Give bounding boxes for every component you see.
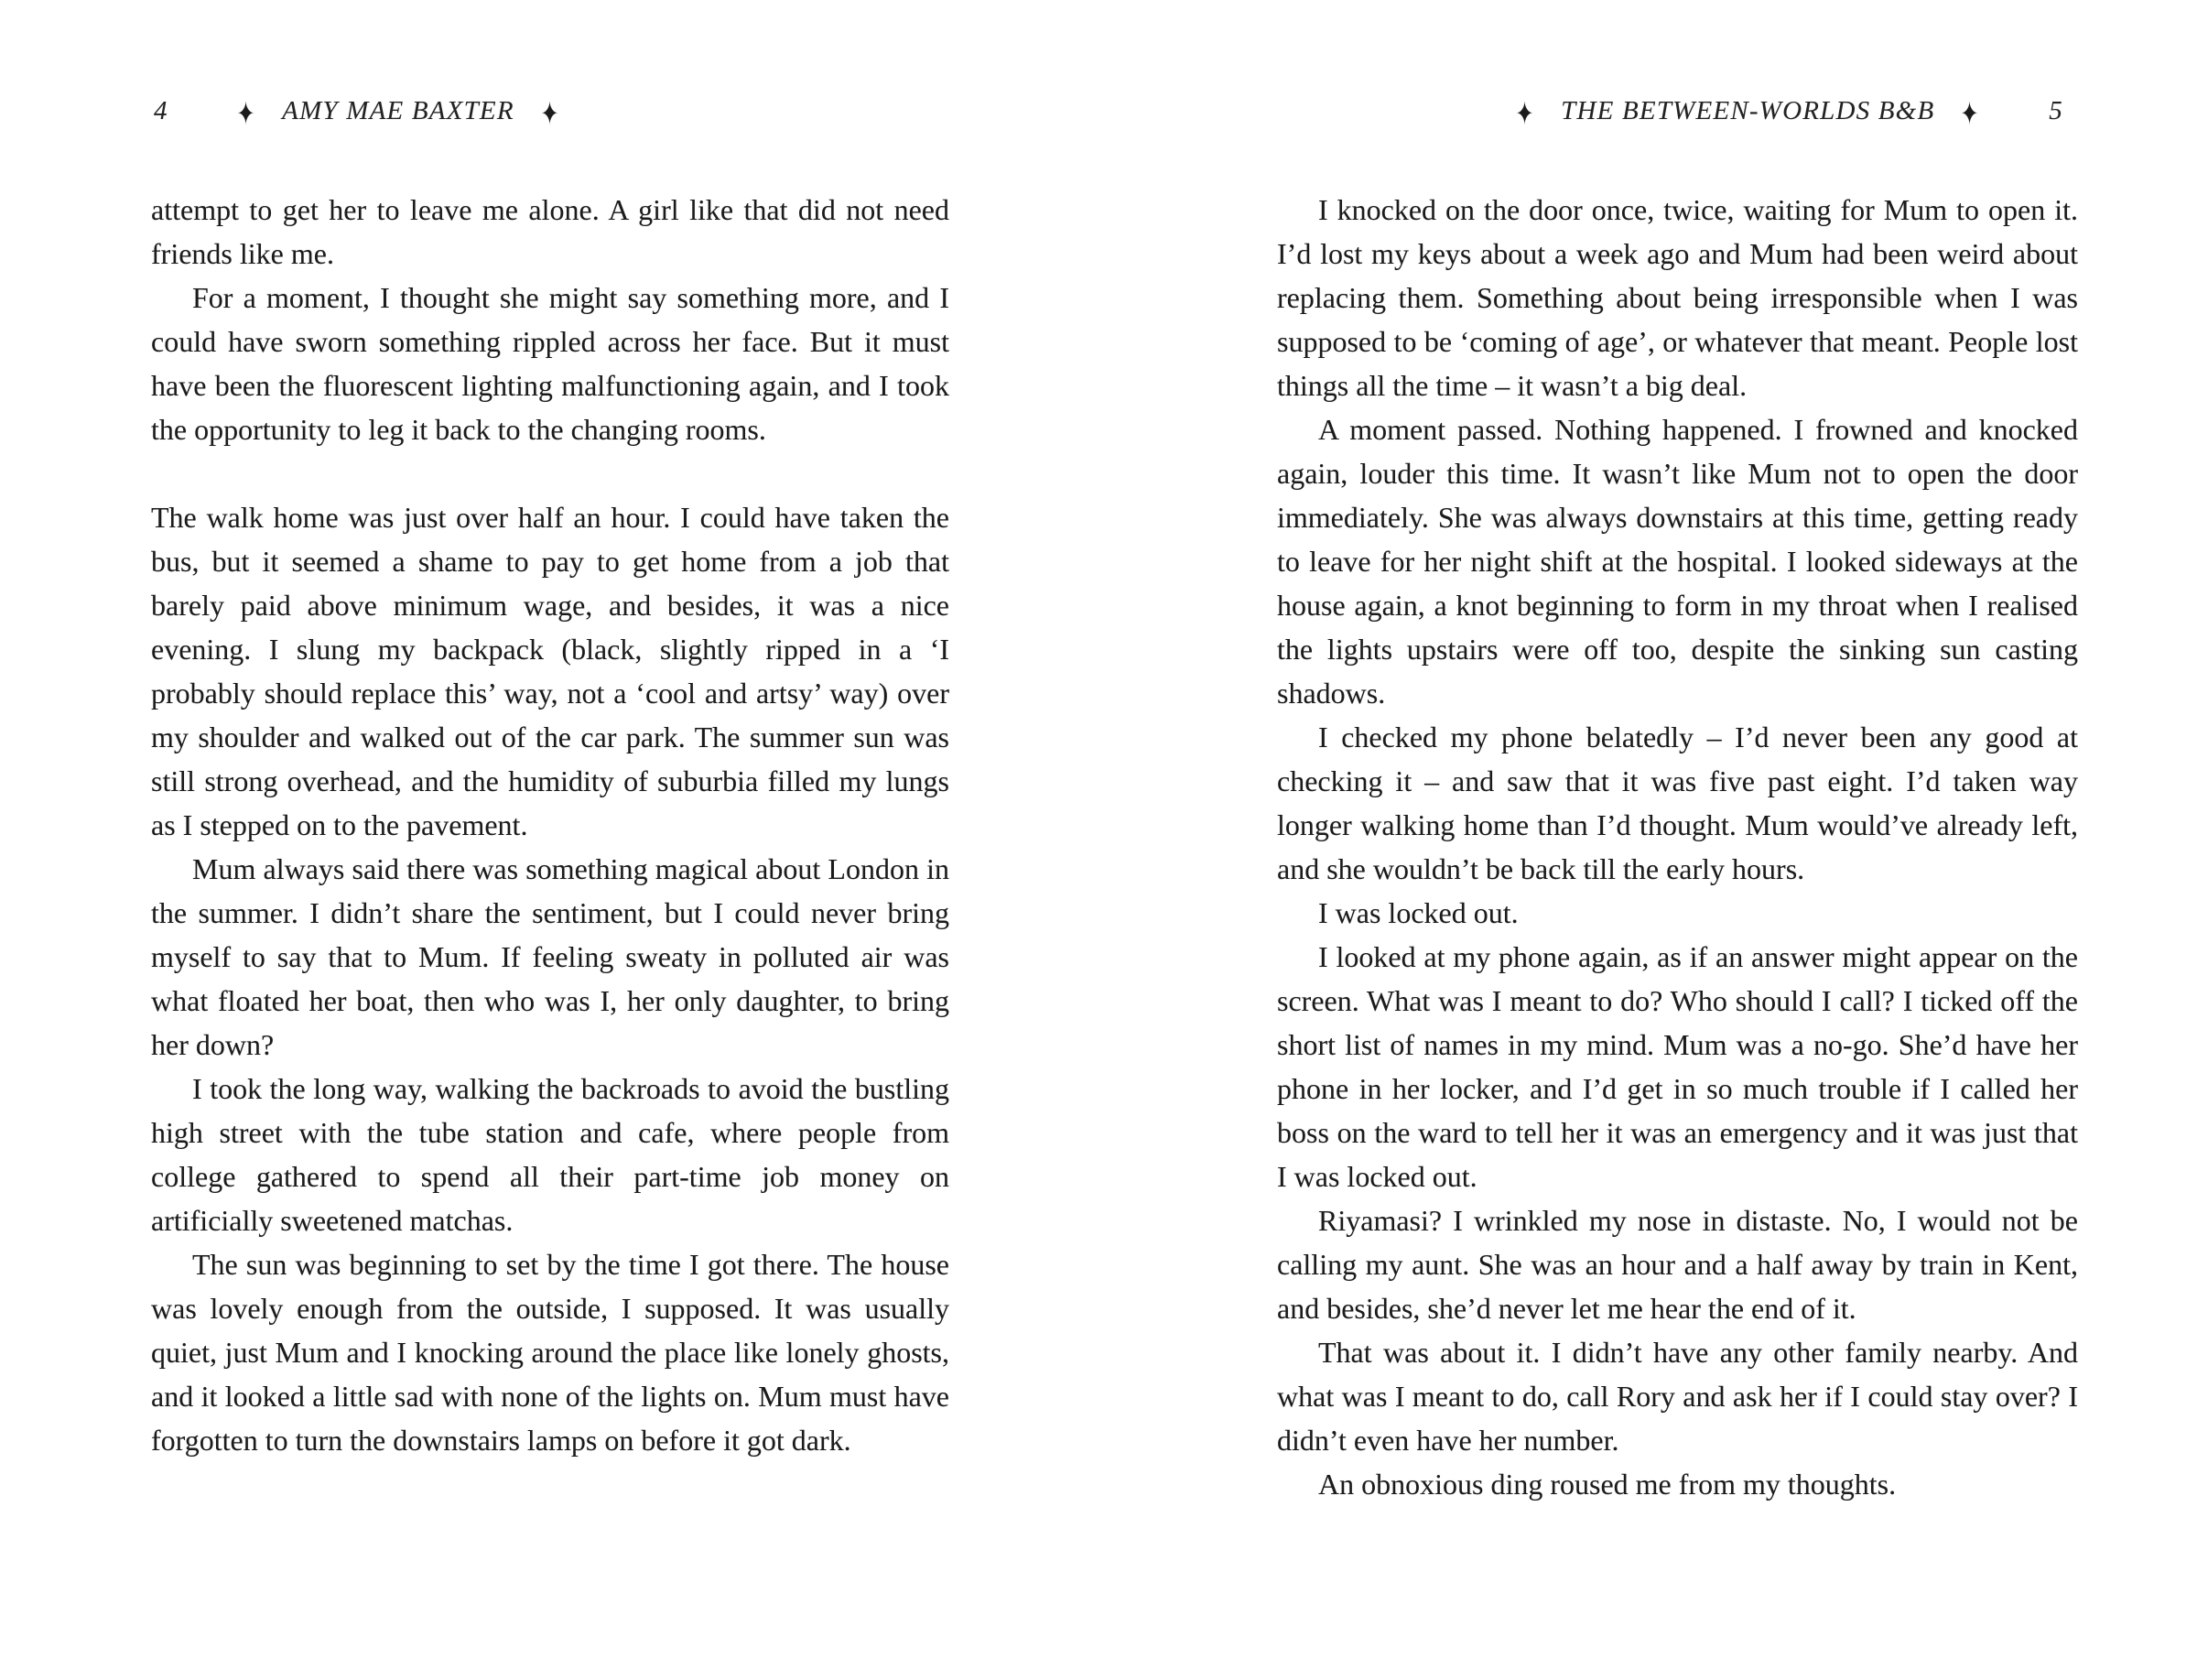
page-right — [1277, 0, 2078, 1680]
paragraph: attempt to get her to leave me alone. A girl like that did not need friends like me. — [151, 193, 949, 270]
running-header-right — [1277, 94, 2078, 135]
sparkle-icon: ✦ — [236, 94, 256, 133]
paragraph: The walk home was just over half an hour. I could have taken the bus, but it seemed a shame to pay to get home from a job that barely paid above minimum wage, and besides, it was a nice evening. I slung my backpack (black, slightly ripped in a ‘I probably should replace this’ way, not a ‘cool and artsy’ way) over my shoulder and walked out of the car park. The summer sun was still strong overhead, and the humidity of suburbia filled my lungs as I stepped on to the pavement. — [151, 501, 949, 841]
paragraph: The sun was beginning to set by the time I got there. The house was lovely enough from the outside, I supposed. It was usually quiet, just Mum and I knocking around the place like lonely ghosts, and it looked a little sad with none of the lights on. Mum must have forgotten to turn the downstairs lamps on before it got dark. — [151, 1248, 949, 1457]
sparkle-icon: ✦ — [1515, 94, 1535, 133]
paragraph: I checked my phone belatedly – I’d never been any good at checking it – and saw that it was five past eight. I’d taken way longer walking home than I’d thought. Mum would’ve already left, and she wouldn’t be back till the early hours. — [1277, 721, 2078, 885]
page-body-right — [1277, 188, 2078, 1506]
paragraph: That was about it. I didn’t have any other family nearby. And what was I meant to do, call Rory and ask her if I could stay over? I didn’t even have her number. — [1277, 1336, 2078, 1457]
paragraph: I was locked out. — [1318, 896, 1519, 929]
running-head-title-left: AMY MAE BAXTER — [282, 96, 514, 125]
running-head-title-right: THE BETWEEN-WORLDS B&B — [1561, 96, 1935, 125]
running-head-group-left — [236, 94, 560, 133]
page-body-left — [151, 188, 949, 1462]
paragraph: I took the long way, walking the backroads to avoid the bustling high street with the tube station and cafe, where people from college gathered to spend all their part-time job money on artificially sweetened matchas. — [151, 1072, 949, 1237]
page-number-left: 4 — [154, 96, 168, 125]
paragraph: An obnoxious ding roused me from my thoughts. — [1318, 1468, 1897, 1501]
sparkle-icon: ✦ — [1961, 94, 1980, 133]
paragraph: Mum always said there was something magical about London in the summer. I didn’t share the sentiment, but I could never bring myself to say that to Mum. If feeling sweaty in polluted air was what floated her boat, then who was I, her only daughter, to bring her down? — [151, 852, 949, 1061]
paragraph: For a moment, I thought she might say something more, and I could have sworn something rippled across her face. But it must have been the fluorescent lighting malfunctioning again, and I took the opportunity to leg it back to the changing rooms. — [151, 281, 949, 446]
page-number-right: 5 — [2049, 96, 2063, 125]
page-left — [151, 0, 949, 1680]
running-head-group-right — [1515, 94, 1981, 133]
running-header-left — [151, 94, 949, 135]
paragraph: A moment passed. Nothing happened. I frowned and knocked again, louder this time. It wasn’t like Mum not to open the door immediately. She was always downstairs at this time, getting ready to leave for her night shift at the hospital. I looked sideways at the house again, a knot beginning to form in my throat when I realised the lights upstairs were off too, despite the sinking sun casting shadows. — [1277, 413, 2078, 710]
sparkle-icon: ✦ — [540, 94, 560, 133]
paragraph: I knocked on the door once, twice, waiting for Mum to open it. I’d lost my keys about a week ago and Mum had been weird about replacing them. Something about being irresponsible when I was supposed to be ‘coming of age’, or whatever that meant. People lost things all the time – it wasn’t a big deal. — [1277, 193, 2078, 402]
paragraph: Riyamasi? I wrinkled my nose in distaste. No, I would not be calling my aunt. She was an hour and a half away by train in Kent, and besides, she’d never let me hear the end of it. — [1277, 1204, 2078, 1325]
paragraph: I looked at my phone again, as if an answer might appear on the screen. What was I meant to do? Who should I call? I ticked off the short list of names in my mind. Mum was a no-go. She’d have her phone in her locker, and I’d get in so much trouble if I called her boss on the ward to tell her it was an emergency and it was just that I was locked out. — [1277, 940, 2078, 1193]
